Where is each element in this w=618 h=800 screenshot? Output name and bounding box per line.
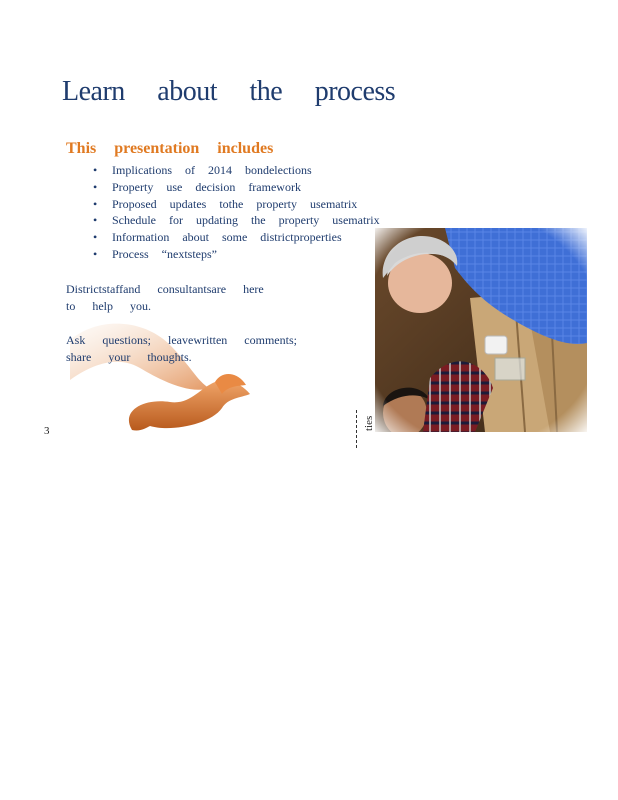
feedback-line-1: Ask questions; leavewritten comments; — [66, 333, 297, 347]
people-at-workbench-photo — [375, 228, 587, 432]
list-item: • Schedule for updating the property usematrix — [93, 212, 380, 229]
bullet-list — [93, 162, 380, 263]
section-subheading: This presentation includes — [66, 140, 274, 157]
dashed-divider — [356, 410, 357, 448]
feedback-paragraph — [66, 332, 306, 365]
list-item: • Information about some districtproperties — [93, 229, 380, 246]
feedback-line-2: share your thoughts. — [66, 349, 192, 364]
help-line-1: Districtstaffand consultantsare here — [66, 282, 264, 296]
list-item: • Property use decision framework — [93, 179, 380, 196]
help-line-2: to help you. — [66, 298, 151, 313]
page-number: 3 — [44, 425, 50, 437]
list-item: • Proposed updates tothe property usematrix — [93, 196, 380, 213]
help-paragraph — [66, 281, 306, 314]
list-item: • Implications of 2014 bondelections — [93, 162, 380, 179]
vertical-label: ties — [363, 415, 375, 431]
page-title: Learn about the process — [62, 76, 396, 107]
list-item: • Process “nextsteps” — [93, 246, 380, 263]
